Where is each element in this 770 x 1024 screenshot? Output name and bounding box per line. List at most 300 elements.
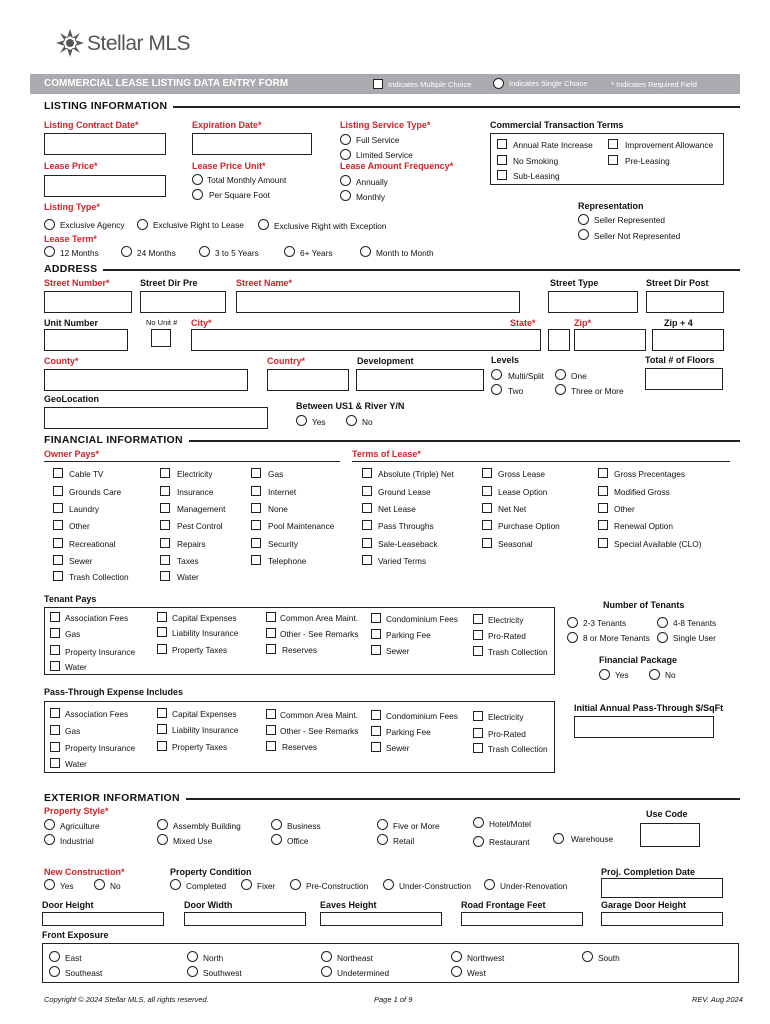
tenants-4-8-label: 4-8 Tenants xyxy=(673,618,717,628)
tenants-single-radio[interactable] xyxy=(657,632,668,643)
style-warehouse-radio[interactable] xyxy=(553,833,564,844)
street-dir-post-field[interactable] xyxy=(646,291,724,313)
limited-service-radio[interactable] xyxy=(340,149,351,160)
owner-pays-underline xyxy=(44,461,340,462)
levels-label: Levels xyxy=(491,355,520,365)
owner-none-checkbox[interactable] xyxy=(251,503,261,513)
style-five-radio[interactable] xyxy=(377,819,388,830)
sub-leasing-checkbox[interactable] xyxy=(497,170,507,180)
tp-trash-checkbox[interactable] xyxy=(473,646,483,656)
owner-none-label: None xyxy=(268,504,288,514)
exp-southwest-label: Southwest xyxy=(203,968,242,978)
tp-reserves-label: Reserves xyxy=(282,645,318,655)
contract-date-field[interactable] xyxy=(44,133,166,155)
pt-trash-checkbox[interactable] xyxy=(473,743,483,753)
tol-grosspct-label: Gross Precentages xyxy=(614,469,686,479)
exp-north-radio[interactable] xyxy=(187,951,198,962)
level-one-label: One xyxy=(571,371,587,381)
tp-assoc-label: Association Fees xyxy=(65,613,129,623)
tp-prorated-checkbox[interactable] xyxy=(473,630,483,640)
street-dir-post-label: Street Dir Post xyxy=(646,278,709,288)
term-month-label: Month to Month xyxy=(376,248,434,258)
logo-text: Stellar MLS xyxy=(87,32,191,55)
pt-assoc-label: Association Fees xyxy=(65,709,129,719)
exclusive-agency-label: Exclusive Agency xyxy=(60,220,125,230)
pt-condo-label: Condominium Fees xyxy=(386,711,458,721)
terms-of-lease-label: Terms of Lease* xyxy=(352,449,421,459)
tp-electricity-checkbox[interactable] xyxy=(473,614,483,624)
footer-copyright: Copyright © 2024 Stellar MLS, all rights reserved. xyxy=(44,995,209,1004)
pt-water-checkbox[interactable] xyxy=(50,758,60,768)
street-dir-pre-field[interactable] xyxy=(140,291,226,313)
annually-radio[interactable] xyxy=(340,175,351,186)
tp-condo-label: Condominium Fees xyxy=(386,614,458,624)
tp-capital-label: Capital Expenses xyxy=(172,613,237,623)
cond-under-renovation-radio[interactable] xyxy=(484,879,495,890)
us1-yes-radio[interactable] xyxy=(296,415,307,426)
country-field[interactable] xyxy=(267,369,349,391)
term-month-radio[interactable] xyxy=(360,246,371,257)
pass-through-label: Pass-Through Expense Includes xyxy=(44,687,184,697)
style-assembly-radio[interactable] xyxy=(157,819,168,830)
tp-reserves-checkbox[interactable] xyxy=(266,644,276,654)
fin-package-yes-radio[interactable] xyxy=(599,669,610,680)
seller-represented-label: Seller Represented xyxy=(594,215,666,225)
no-unit-label: No Unit # xyxy=(146,318,178,327)
owner-grounds-checkbox[interactable] xyxy=(53,486,63,496)
cond-under-construction-label: Under-Construction xyxy=(399,881,471,891)
door-width-field[interactable] xyxy=(184,912,306,926)
country-label: Country* xyxy=(267,356,305,366)
pt-prorated-checkbox[interactable] xyxy=(473,728,483,738)
street-type-label: Street Type xyxy=(550,278,599,288)
fin-package-no-radio[interactable] xyxy=(649,669,660,680)
pt-propins-checkbox[interactable] xyxy=(50,742,60,752)
level-one-radio[interactable] xyxy=(555,369,566,380)
tenants-2-3-radio[interactable] xyxy=(567,617,578,628)
new-construction-no-label: No xyxy=(110,881,121,891)
lease-price-field[interactable] xyxy=(44,175,166,197)
eaves-height-field[interactable] xyxy=(320,912,442,926)
tol-absolute-label: Absolute (Triple) Net xyxy=(378,469,454,479)
pt-cam-checkbox[interactable] xyxy=(266,709,276,719)
term-6plus-label: 6+ Years xyxy=(300,248,333,258)
full-service-radio[interactable] xyxy=(340,134,351,145)
pt-condo-checkbox[interactable] xyxy=(371,710,381,720)
unit-number-field[interactable] xyxy=(44,329,128,351)
tp-other-checkbox[interactable] xyxy=(266,628,276,638)
cond-fixer-label: Fixer xyxy=(257,881,276,891)
garage-door-height-field[interactable] xyxy=(601,912,723,926)
address-section-title: ADDRESS xyxy=(44,263,103,275)
exp-north-label: North xyxy=(203,953,224,963)
new-construction-no-radio[interactable] xyxy=(94,879,105,890)
seller-not-represented-label: Seller Not Represented xyxy=(594,231,681,241)
city-field[interactable] xyxy=(191,329,541,351)
tp-capital-checkbox[interactable] xyxy=(157,612,167,622)
tenant-pays-label: Tenant Pays xyxy=(44,594,97,604)
exp-east-radio[interactable] xyxy=(49,951,60,962)
stellar-logo xyxy=(55,28,255,60)
tol-other-label: Other xyxy=(614,504,635,514)
pt-sewer-checkbox[interactable] xyxy=(371,742,381,752)
pre-leasing-checkbox[interactable] xyxy=(608,155,618,165)
owner-sewer-checkbox[interactable] xyxy=(53,555,63,565)
improvement-allowance-checkbox[interactable] xyxy=(608,139,618,149)
lease-term-label: Lease Term* xyxy=(44,234,97,244)
tol-grosspct-checkbox[interactable] xyxy=(598,468,608,478)
full-service-label: Full Service xyxy=(356,135,400,145)
tol-purchase-label: Purchase Option xyxy=(498,521,560,531)
geolocation-field[interactable] xyxy=(44,407,268,429)
term-6plus-radio[interactable] xyxy=(284,246,295,257)
terms-of-lease-underline xyxy=(352,461,730,462)
style-mixed-radio[interactable] xyxy=(157,834,168,845)
door-height-label: Door Height xyxy=(42,900,94,910)
fin-package-no-label: No xyxy=(665,670,676,680)
stellar-logo-icon xyxy=(55,28,85,58)
expiration-date-label: Expiration Date* xyxy=(192,120,262,130)
contract-date-label: Listing Contract Date* xyxy=(44,120,139,130)
new-construction-yes-label: Yes xyxy=(60,881,74,891)
pt-sewer-label: Sewer xyxy=(386,743,410,753)
owner-telephone-label: Telephone xyxy=(268,556,307,566)
exp-northwest-label: Northwest xyxy=(467,953,505,963)
zip-field[interactable] xyxy=(574,329,646,351)
tol-seasonal-checkbox[interactable] xyxy=(482,538,492,548)
owner-electricity-label: Electricity xyxy=(177,469,213,479)
owner-taxes-label: Taxes xyxy=(177,556,199,566)
pt-liability-checkbox[interactable] xyxy=(157,724,167,734)
legend-radio xyxy=(493,78,504,89)
tol-seasonal-label: Seasonal xyxy=(498,539,533,549)
pt-other-label: Other - See Remarks xyxy=(280,726,359,736)
pt-parking-label: Parking Fee xyxy=(386,727,431,737)
expiration-date-field[interactable] xyxy=(192,133,312,155)
tol-modified-checkbox[interactable] xyxy=(598,486,608,496)
tol-sale-checkbox[interactable] xyxy=(362,538,372,548)
fin-package-yes-label: Yes xyxy=(615,670,629,680)
zip4-field[interactable] xyxy=(652,329,724,351)
term-3-5-radio[interactable] xyxy=(199,246,210,257)
improvement-allowance-label: Improvement Allowance xyxy=(625,140,714,150)
tp-proptax-label: Property Taxes xyxy=(172,645,228,655)
cond-pre-label: Pre-Construction xyxy=(306,881,369,891)
pt-water-label: Water xyxy=(65,759,87,769)
property-style-label: Property Style* xyxy=(44,806,109,816)
total-monthly-radio[interactable] xyxy=(192,174,203,185)
commercial-terms-label: Commercial Transaction Terms xyxy=(490,120,624,130)
county-field[interactable] xyxy=(44,369,248,391)
tp-proptax-checkbox[interactable] xyxy=(157,644,167,654)
tol-purchase-checkbox[interactable] xyxy=(482,520,492,530)
exp-south-radio[interactable] xyxy=(582,951,593,962)
total-floors-field[interactable] xyxy=(645,368,723,390)
owner-pool-label: Pool Maintenance xyxy=(268,521,335,531)
tol-pass-label: Pass Throughs xyxy=(378,521,434,531)
form-title: COMMERCIAL LEASE LISTING DATA ENTRY FORM xyxy=(44,78,289,89)
cond-fixer-radio[interactable] xyxy=(241,879,252,890)
seller-represented-radio[interactable] xyxy=(578,214,589,225)
front-exposure-box xyxy=(42,943,739,983)
level-three-label: Three or More xyxy=(571,386,624,396)
tol-other-checkbox[interactable] xyxy=(598,503,608,513)
owner-laundry-checkbox[interactable] xyxy=(53,503,63,513)
state-field[interactable] xyxy=(548,329,570,351)
owner-pays-label: Owner Pays* xyxy=(44,449,100,459)
initial-pass-through-field[interactable] xyxy=(574,716,714,738)
exp-undetermined-label: Undetermined xyxy=(337,968,390,978)
pt-parking-checkbox[interactable] xyxy=(371,726,381,736)
tol-netnet-label: Net Net xyxy=(498,504,527,514)
tp-water-checkbox[interactable] xyxy=(50,661,60,671)
style-mixed-label: Mixed Use xyxy=(173,836,213,846)
legend-checkbox xyxy=(373,79,383,89)
term-24-radio[interactable] xyxy=(121,246,132,257)
seller-not-represented-radio[interactable] xyxy=(578,229,589,240)
owner-trash-label: Trash Collection xyxy=(69,572,129,582)
total-floors-label: Total # of Floors xyxy=(645,355,715,365)
tol-option-label: Lease Option xyxy=(498,487,548,497)
exclusive-right-lease-radio[interactable] xyxy=(137,219,148,230)
pt-electricity-label: Electricity xyxy=(488,712,524,722)
pt-gas-label: Gas xyxy=(65,726,81,736)
owner-recreational-checkbox[interactable] xyxy=(53,538,63,548)
cond-under-renovation-label: Under-Renovation xyxy=(500,881,568,891)
initial-pass-through-label: Initial Annual Pass-Through $/SqFt xyxy=(574,703,724,713)
proj-completion-field[interactable] xyxy=(601,878,723,898)
owner-water-label: Water xyxy=(177,572,199,582)
owner-internet-checkbox[interactable] xyxy=(251,486,261,496)
owner-other-checkbox[interactable] xyxy=(53,520,63,530)
proj-completion-label: Proj. Completion Date xyxy=(601,867,696,877)
no-unit-checkbox[interactable] xyxy=(151,329,171,347)
use-code-field[interactable] xyxy=(640,823,700,847)
tp-cam-checkbox[interactable] xyxy=(266,612,276,622)
tol-special-label: Special Available (CLO) xyxy=(614,539,702,549)
tol-netnet-checkbox[interactable] xyxy=(482,503,492,513)
style-agriculture-radio[interactable] xyxy=(44,819,55,830)
owner-pest-checkbox[interactable] xyxy=(160,520,170,530)
owner-grounds-label: Grounds Care xyxy=(69,487,122,497)
zip-label: Zip* xyxy=(574,318,591,328)
style-business-radio[interactable] xyxy=(271,819,282,830)
level-three-radio[interactable] xyxy=(555,384,566,395)
owner-cable-label: Cable TV xyxy=(69,469,104,479)
legend-multi: Indicates Multiple Choice xyxy=(388,80,472,89)
tol-varied-checkbox[interactable] xyxy=(362,555,372,565)
pt-capital-checkbox[interactable] xyxy=(157,708,167,718)
tol-ground-label: Ground Lease xyxy=(378,487,431,497)
exclusive-right-exception-radio[interactable] xyxy=(258,219,269,230)
owner-pest-label: Pest Control xyxy=(177,521,223,531)
level-two-label: Two xyxy=(508,386,524,396)
owner-telephone-checkbox[interactable] xyxy=(251,555,261,565)
exp-south-label: South xyxy=(598,953,620,963)
tol-pass-checkbox[interactable] xyxy=(362,520,372,530)
style-hotel-radio[interactable] xyxy=(473,817,484,828)
owner-security-checkbox[interactable] xyxy=(251,538,261,548)
footer-rev: REV. Aug 2024 xyxy=(692,995,743,1004)
per-sqft-radio[interactable] xyxy=(192,189,203,200)
owner-management-checkbox[interactable] xyxy=(160,503,170,513)
door-width-label: Door Width xyxy=(184,900,233,910)
tol-gross-checkbox[interactable] xyxy=(482,468,492,478)
tp-sewer-checkbox[interactable] xyxy=(371,645,381,655)
footer-page: Page 1 of 9 xyxy=(374,995,413,1004)
sub-leasing-label: Sub-Leasing xyxy=(513,171,560,181)
owner-internet-label: Internet xyxy=(268,487,297,497)
tp-gas-checkbox[interactable] xyxy=(50,628,60,638)
street-name-label: Street Name* xyxy=(236,278,293,288)
limited-service-label: Limited Service xyxy=(356,150,413,160)
tp-water-label: Water xyxy=(65,662,87,672)
exclusive-agency-radio[interactable] xyxy=(44,219,55,230)
road-frontage-label: Road Frontage Feet xyxy=(461,900,546,910)
owner-water-checkbox[interactable] xyxy=(160,571,170,581)
style-restaurant-radio[interactable] xyxy=(473,836,484,847)
tol-renewal-checkbox[interactable] xyxy=(598,520,608,530)
street-dir-pre-label: Street Dir Pre xyxy=(140,278,198,288)
tp-condo-checkbox[interactable] xyxy=(371,613,381,623)
no-smoking-checkbox[interactable] xyxy=(497,155,507,165)
monthly-radio[interactable] xyxy=(340,190,351,201)
street-number-field[interactable] xyxy=(44,291,132,313)
annual-rate-label: Annual Rate Increase xyxy=(513,140,593,150)
exp-southeast-radio[interactable] xyxy=(49,966,60,977)
style-hotel-label: Hotel/Motel xyxy=(489,819,531,829)
owner-security-label: Security xyxy=(268,539,298,549)
owner-repairs-label: Repairs xyxy=(177,539,206,549)
level-two-radio[interactable] xyxy=(491,384,502,395)
exp-west-radio[interactable] xyxy=(451,966,462,977)
listing-section-title: LISTING INFORMATION xyxy=(44,100,173,112)
owner-pool-checkbox[interactable] xyxy=(251,520,261,530)
style-agriculture-label: Agriculture xyxy=(60,821,100,831)
tol-option-checkbox[interactable] xyxy=(482,486,492,496)
street-name-field[interactable] xyxy=(236,291,520,313)
pt-reserves-label: Reserves xyxy=(282,742,318,752)
property-condition-label: Property Condition xyxy=(170,867,252,877)
style-industrial-label: Industrial xyxy=(60,836,94,846)
development-field[interactable] xyxy=(356,369,484,391)
exp-northwest-radio[interactable] xyxy=(451,951,462,962)
exp-northeast-label: Northeast xyxy=(337,953,373,963)
owner-recreational-label: Recreational xyxy=(69,539,116,549)
tp-assoc-checkbox[interactable] xyxy=(50,612,60,622)
exterior-section-title: EXTERIOR INFORMATION xyxy=(44,792,186,804)
exclusive-right-lease-label: Exclusive Right to Lease xyxy=(153,220,244,230)
per-sqft-label: Per Square Foot xyxy=(209,190,270,200)
exp-northeast-radio[interactable] xyxy=(321,951,332,962)
style-industrial-radio[interactable] xyxy=(44,834,55,845)
tp-propins-label: Property Insurance xyxy=(65,647,136,657)
tol-gross-label: Gross Lease xyxy=(498,469,546,479)
style-office-label: Office xyxy=(287,836,309,846)
tp-parking-label: Parking Fee xyxy=(386,630,431,640)
no-smoking-label: No Smoking xyxy=(513,156,559,166)
pt-other-checkbox[interactable] xyxy=(266,725,276,735)
lease-price-unit-label: Lease Price Unit* xyxy=(192,161,266,171)
tol-ground-checkbox[interactable] xyxy=(362,486,372,496)
owner-laundry-label: Laundry xyxy=(69,504,99,514)
style-assembly-label: Assembly Building xyxy=(173,821,241,831)
pt-proptax-label: Property Taxes xyxy=(172,742,228,752)
tp-propins-checkbox[interactable] xyxy=(50,645,60,655)
us1-yes-label: Yes xyxy=(312,417,326,427)
owner-cable-checkbox[interactable] xyxy=(53,468,63,478)
owner-insurance-checkbox[interactable] xyxy=(160,486,170,496)
level-multi-radio[interactable] xyxy=(491,369,502,380)
tenants-2-3-label: 2-3 Tenants xyxy=(583,618,627,628)
exp-southwest-radio[interactable] xyxy=(187,966,198,977)
style-warehouse-label: Warehouse xyxy=(571,834,614,844)
pt-reserves-checkbox[interactable] xyxy=(266,741,276,751)
style-retail-label: Retail xyxy=(393,836,415,846)
tenants-8plus-radio[interactable] xyxy=(567,632,578,643)
monthly-label: Monthly xyxy=(356,192,386,202)
new-construction-yes-radio[interactable] xyxy=(44,879,55,890)
pt-propins-label: Property Insurance xyxy=(65,743,136,753)
tol-special-checkbox[interactable] xyxy=(598,538,608,548)
owner-gas-checkbox[interactable] xyxy=(251,468,261,478)
tol-varied-label: Varied Terms xyxy=(378,556,427,566)
level-multi-label: Multi/Split xyxy=(508,371,544,381)
pt-gas-checkbox[interactable] xyxy=(50,725,60,735)
pt-electricity-checkbox[interactable] xyxy=(473,711,483,721)
style-office-radio[interactable] xyxy=(271,834,282,845)
cond-completed-label: Completed xyxy=(186,881,227,891)
pt-cam-label: Common Area Maint. xyxy=(280,710,358,720)
tp-liability-checkbox[interactable] xyxy=(157,627,167,637)
cond-pre-radio[interactable] xyxy=(290,879,301,890)
owner-electricity-checkbox[interactable] xyxy=(160,468,170,478)
owner-taxes-checkbox[interactable] xyxy=(160,555,170,565)
cond-completed-radio[interactable] xyxy=(170,879,181,890)
pt-capital-label: Capital Expenses xyxy=(172,709,237,719)
tenants-4-8-radio[interactable] xyxy=(657,617,668,628)
pt-proptax-checkbox[interactable] xyxy=(157,741,167,751)
owner-repairs-checkbox[interactable] xyxy=(160,538,170,548)
pt-liability-label: Liability Insurance xyxy=(172,725,239,735)
tol-absolute-checkbox[interactable] xyxy=(362,468,372,478)
us1-no-radio[interactable] xyxy=(346,415,357,426)
cond-under-construction-radio[interactable] xyxy=(383,879,394,890)
style-retail-radio[interactable] xyxy=(377,834,388,845)
street-type-field[interactable] xyxy=(548,291,638,313)
door-height-field[interactable] xyxy=(42,912,164,926)
annual-rate-checkbox[interactable] xyxy=(497,139,507,149)
zip4-label: Zip + 4 xyxy=(664,318,693,328)
tp-parking-checkbox[interactable] xyxy=(371,629,381,639)
pt-prorated-label: Pro-Rated xyxy=(488,729,526,739)
pt-assoc-checkbox[interactable] xyxy=(50,708,60,718)
tol-net-checkbox[interactable] xyxy=(362,503,372,513)
total-monthly-label: Total Monthly Amount xyxy=(207,175,287,185)
term-12-radio[interactable] xyxy=(44,246,55,257)
exp-undetermined-radio[interactable] xyxy=(321,966,332,977)
owner-trash-checkbox[interactable] xyxy=(53,571,63,581)
tol-modified-label: Modified Gross xyxy=(614,487,670,497)
lease-price-label: Lease Price* xyxy=(44,161,98,171)
tp-sewer-label: Sewer xyxy=(386,646,410,656)
exp-west-label: West xyxy=(467,968,486,978)
between-us1-label: Between US1 & River Y/N xyxy=(296,401,405,411)
road-frontage-field[interactable] xyxy=(461,912,583,926)
representation-label: Representation xyxy=(578,201,644,211)
legend-single: Indicates Single Choice xyxy=(509,79,588,88)
tol-renewal-label: Renewal Option xyxy=(614,521,674,531)
